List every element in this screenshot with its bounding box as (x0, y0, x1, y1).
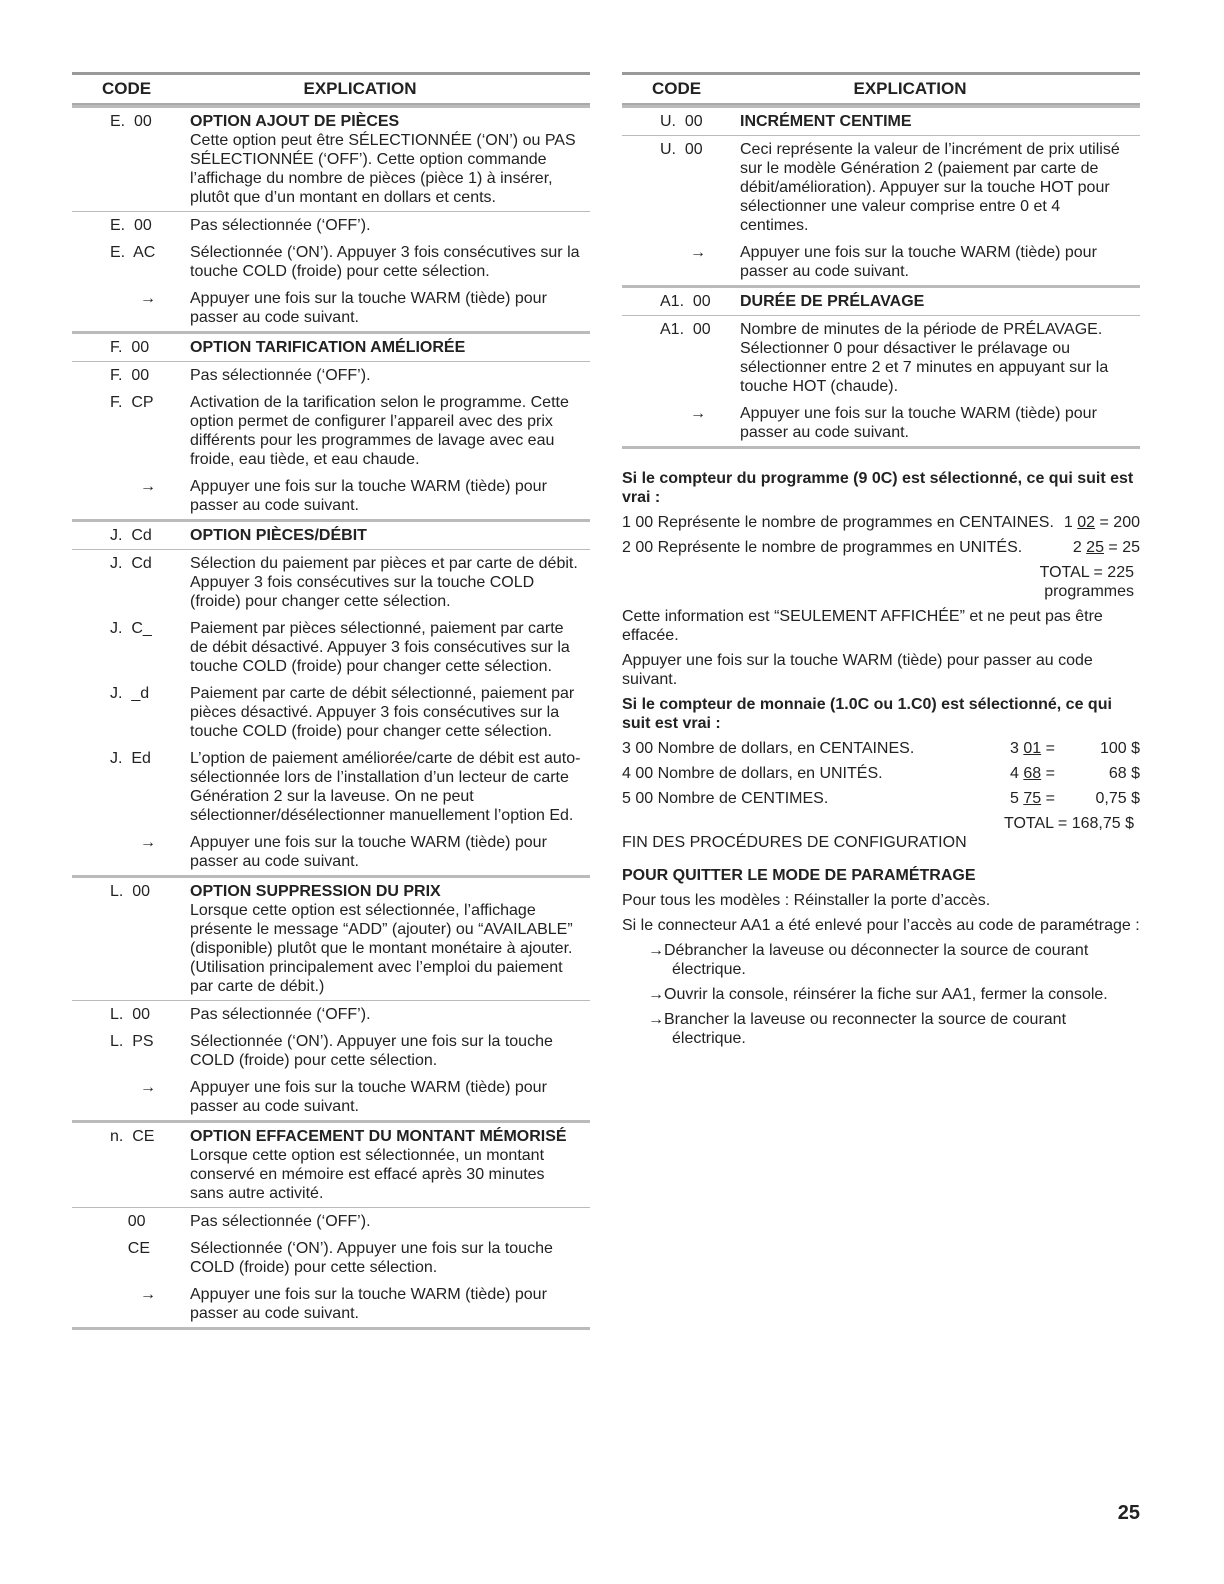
option-text: Appuyer une fois sur la touche WARM (tiède) pour passer au code suivant. (190, 1079, 547, 1115)
right-column (622, 72, 1140, 1054)
code-cell: L. PS (110, 1033, 154, 1050)
explication-cell (190, 366, 590, 385)
money-counter-section (622, 695, 1140, 852)
explication-cell (190, 1212, 590, 1231)
explication-cell (740, 404, 1140, 442)
right-rows (622, 105, 1140, 446)
explication-cell (190, 1032, 590, 1070)
option-text: Appuyer une fois sur la touche WARM (tiède) pour passer au code suivant. (190, 478, 547, 514)
arrow-row (72, 829, 590, 875)
explication-cell (740, 320, 1140, 396)
code-cell: J. Cd (110, 555, 152, 572)
explication-cell (190, 749, 590, 825)
explication-cell (190, 216, 590, 235)
cycle-counter-line (622, 513, 1140, 532)
money-line (622, 739, 1140, 758)
line-digits: 4 68 = (1010, 765, 1055, 782)
option-title: OPTION PIÈCES/DÉBIT (190, 527, 367, 544)
arrow-icon: → (140, 478, 156, 495)
code-cell: L. 00 (110, 883, 151, 900)
explication-cell (190, 684, 590, 741)
code-row (72, 875, 590, 1000)
cycle-total-unit: programmes (1044, 583, 1134, 600)
explication-cell (190, 619, 590, 676)
money-total: TOTAL = 168,75 $ (1003, 815, 1134, 832)
code-row (72, 331, 590, 361)
option-title: OPTION TARIFICATION AMÉLIORÉE (190, 339, 466, 356)
info-paragraph: Cette information est “SEULEMENT AFFICHÉE” et ne peut pas être effacée. (622, 608, 1103, 644)
option-text: Pas sélectionnée (‘OFF’). (190, 217, 371, 234)
code-cell: A1. 00 (660, 293, 711, 310)
code-row (72, 239, 590, 285)
code-cell: J. C_ (110, 620, 152, 637)
explication-cell (190, 1078, 590, 1116)
option-text: Lorsque cette option est sélectionnée, l’affichage présente le message “ADD” (ajouter) ou “AVAILABLE” (disponible) plutôt que le montant monétaire à ajouter. (Utilisation principalement avec l’emploi du paiement par carte de débit.) (190, 902, 573, 995)
quit-section (622, 866, 1140, 1048)
money-lines (622, 739, 1140, 808)
code-row (72, 549, 590, 615)
option-title: OPTION EFFACEMENT DU MONTANT MÉMORISÉ (190, 1128, 567, 1145)
explication-cell (190, 554, 590, 611)
code-cell: E. 00 (110, 113, 152, 130)
option-text: Activation de la tarification selon le programme. Cette option permet de configurer l’appareil avec des prix différents pour les programmes de lavage avec eau froide, eau tiède, et eau chaude. (190, 394, 569, 468)
explication-cell (740, 140, 1140, 235)
arrow-icon: → (690, 405, 706, 422)
money-line (622, 789, 1140, 808)
quit-paragraph: Si le connecteur AA1 a été enlevé pour l’accès au code de paramétrage : (622, 917, 1140, 934)
arrow-row (72, 1074, 590, 1120)
code-cell: U. 00 (660, 141, 703, 158)
option-text: Cette option peut être SÉLECTIONNÉE (‘ON’) ou PAS SÉLECTIONNÉE (‘OFF’). Cette option commande l’affichage du nombre de pièces (pièce 1) à insérer, plutôt que d’un montant en dollars et cents. (190, 132, 576, 206)
line-value: 100 $ (1099, 740, 1140, 757)
explication-cell (190, 112, 590, 207)
arrow-icon: → (690, 244, 706, 261)
arrow-icon: → (140, 1079, 156, 1096)
code-cell: J. Ed (110, 750, 151, 767)
line-value: 68 $ (1108, 765, 1140, 782)
option-text: Sélectionnée (‘ON’). Appuyer 3 fois consécutives sur la touche COLD (froide) pour cette sélection. (190, 244, 580, 280)
explication-cell (190, 289, 590, 327)
option-text: Appuyer une fois sur la touche WARM (tiède) pour passer au code suivant. (190, 290, 547, 326)
explication-header: EXPLICATION (303, 79, 417, 98)
table-end-rule (622, 446, 1140, 449)
line-digits: 5 75 = (1010, 790, 1055, 807)
code-row (72, 361, 590, 389)
end-procedures: FIN DES PROCÉDURES DE CONFIGURATION (622, 834, 967, 851)
line-label: 2 00 Représente le nombre de programmes en UNITÉS. (622, 539, 1023, 556)
quit-heading: POUR QUITTER LE MODE DE PARAMÉTRAGE (622, 867, 976, 884)
code-cell: A1. 00 (660, 321, 711, 338)
line-label: 1 00 Représente le nombre de programmes en CENTAINES. (622, 514, 1054, 531)
code-row (622, 135, 1140, 239)
explication-cell (190, 882, 590, 996)
code-header: CODE (652, 79, 702, 98)
line-value: 0,75 $ (1095, 790, 1140, 807)
explication-header: EXPLICATION (853, 79, 967, 98)
code-cell: 00 (110, 1213, 146, 1230)
arrow-icon: → (140, 834, 156, 851)
option-title: INCRÉMENT CENTIME (740, 113, 912, 130)
code-row (622, 315, 1140, 400)
code-row (72, 680, 590, 745)
arrow-row (72, 473, 590, 519)
code-row (72, 1207, 590, 1235)
option-text: Pas sélectionnée (‘OFF’). (190, 1006, 371, 1023)
option-text: Pas sélectionnée (‘OFF’). (190, 367, 371, 384)
explication-cell (190, 338, 590, 357)
cycle-counter-line (622, 538, 1140, 557)
table-header (622, 72, 1140, 105)
line-label: 3 00 Nombre de dollars, en CENTAINES. (622, 740, 915, 757)
code-row (72, 615, 590, 680)
code-cell: J. Cd (110, 527, 152, 544)
code-row (72, 1120, 590, 1207)
arrow-row (72, 285, 590, 331)
code-cell: F. 00 (110, 339, 150, 356)
option-title: OPTION AJOUT DE PIÈCES (190, 113, 400, 130)
quit-bullet: →Débrancher la laveuse ou déconnecter la source de courant électrique. (648, 942, 1089, 978)
explication-cell (190, 477, 590, 515)
explication-cell (740, 112, 1140, 131)
code-row (72, 519, 590, 549)
option-title: OPTION SUPPRESSION DU PRIX (190, 883, 441, 900)
code-row (72, 105, 590, 211)
code-cell: n. CE (110, 1128, 155, 1145)
line-label: 4 00 Nombre de dollars, en UNITÉS. (622, 765, 883, 782)
option-text: Pas sélectionnée (‘OFF’). (190, 1213, 371, 1230)
option-text: Sélectionnée (‘ON’). Appuyer une fois sur la touche COLD (froide) pour cette sélection. (190, 1033, 553, 1069)
left-rows (72, 105, 590, 1327)
option-text: Lorsque cette option est sélectionnée, un montant conservé en mémoire est effacé après 30 minutes sans autre activité. (190, 1147, 545, 1202)
code-row (72, 745, 590, 829)
code-cell: F. CP (110, 394, 154, 411)
code-row (72, 1028, 590, 1074)
money-line (622, 764, 1140, 783)
explication-cell (740, 292, 1140, 311)
arrow-row (622, 400, 1140, 446)
explication-cell (190, 833, 590, 871)
code-header: CODE (102, 79, 152, 98)
option-text: Appuyer une fois sur la touche WARM (tiède) pour passer au code suivant. (740, 405, 1097, 441)
money-counter-heading: Si le compteur de monnaie (1.0C ou 1.C0) est sélectionné, ce qui suit est vrai : (622, 696, 1112, 732)
code-cell: E. AC (110, 244, 156, 261)
quit-bullets (622, 941, 1140, 1048)
arrow-row (72, 1281, 590, 1327)
line-digits: 3 01 = (1010, 740, 1055, 757)
code-cell: U. 00 (660, 113, 703, 130)
explication-cell (190, 1285, 590, 1323)
left-code-table (72, 72, 590, 1330)
explication-cell (740, 243, 1140, 281)
line-label: 5 00 Nombre de CENTIMES. (622, 790, 829, 807)
option-text: Appuyer une fois sur la touche WARM (tiède) pour passer au code suivant. (190, 1286, 547, 1322)
code-cell: L. 00 (110, 1006, 151, 1023)
line-value: 2 25 = 25 (1072, 539, 1140, 556)
cycle-counter-heading: Si le compteur du programme (9 0C) est sélectionné, ce qui suit est vrai : (622, 470, 1134, 506)
code-row (72, 1000, 590, 1028)
cycle-counter-section (622, 469, 1140, 689)
explication-cell (190, 526, 590, 545)
option-text: Sélectionnée (‘ON’). Appuyer une fois sur la touche COLD (froide) pour cette sélection. (190, 1240, 553, 1276)
code-cell: CE (110, 1240, 151, 1257)
code-cell: J. _d (110, 685, 150, 702)
explication-cell (190, 1239, 590, 1277)
quit-paragraph: Pour tous les modèles : Réinstaller la porte d’accès. (622, 892, 991, 909)
quit-bullet: →Brancher la laveuse ou reconnecter la source de courant électrique. (648, 1011, 1067, 1047)
table-end-rule (72, 1327, 590, 1330)
option-text: Paiement par pièces sélectionné, paiement par carte de débit désactivé. Appuyer 3 fois consécutives sur la touche COLD (froide) pour changer cette sélection. (190, 620, 570, 675)
code-row (72, 211, 590, 239)
option-text: Ceci représente la valeur de l’incrément de prix utilisé sur le modèle Génération 2 (paiement par carte de débit/amélioration). Appuyer sur la touche HOT pour sélectionner une valeur comprise entre 0 et 4 centimes. (740, 141, 1120, 234)
quit-bullet: →Ouvrir la console, réinsérer la fiche sur AA1, fermer la console. (648, 986, 1108, 1003)
page-number: 25 (1117, 1502, 1140, 1524)
option-text: Appuyer une fois sur la touche WARM (tiède) pour passer au code suivant. (190, 834, 547, 870)
table-header (72, 72, 590, 105)
cycle-total: TOTAL = 225 (1039, 564, 1134, 581)
code-cell: F. 00 (110, 367, 150, 384)
arrow-row (622, 239, 1140, 285)
code-row (72, 389, 590, 473)
option-text: Paiement par carte de débit sélectionné, paiement par pièces désactivé. Appuyer 3 fois consécutives sur la touche COLD (froide) pour changer cette sélection. (190, 685, 575, 740)
arrow-icon: → (140, 1286, 156, 1303)
code-row (622, 105, 1140, 135)
explication-cell (190, 1127, 590, 1203)
arrow-icon: → (140, 290, 156, 307)
explication-cell (190, 393, 590, 469)
code-cell: E. 00 (110, 217, 152, 234)
option-text: L’option de paiement améliorée/carte de débit est auto-sélectionnée lors de l’installation d’un lecteur de carte Génération 2 sur la laveuse. On ne peut sélectionner/désélectionner manuellement l’option Ed. (190, 750, 581, 824)
code-row (72, 1235, 590, 1281)
option-text: Sélection du paiement par pièces et par carte de débit. Appuyer 3 fois consécutives sur la touche COLD (froide) pour changer cette sélection. (190, 555, 578, 610)
press-paragraph: Appuyer une fois sur la touche WARM (tiède) pour passer au code suivant. (622, 652, 1093, 688)
option-text: Appuyer une fois sur la touche WARM (tiède) pour passer au code suivant. (740, 244, 1097, 280)
explication-cell (190, 243, 590, 281)
code-row (622, 285, 1140, 315)
explication-cell (190, 1005, 590, 1024)
line-value: 1 02 = 200 (1063, 514, 1140, 531)
option-text: Nombre de minutes de la période de PRÉLAVAGE. Sélectionner 0 pour désactiver le prélavage ou sélectionner entre 2 et 7 minutes en appuyant sur la touche HOT (chaude). (740, 321, 1109, 395)
option-title: DURÉE DE PRÉLAVAGE (740, 293, 925, 310)
